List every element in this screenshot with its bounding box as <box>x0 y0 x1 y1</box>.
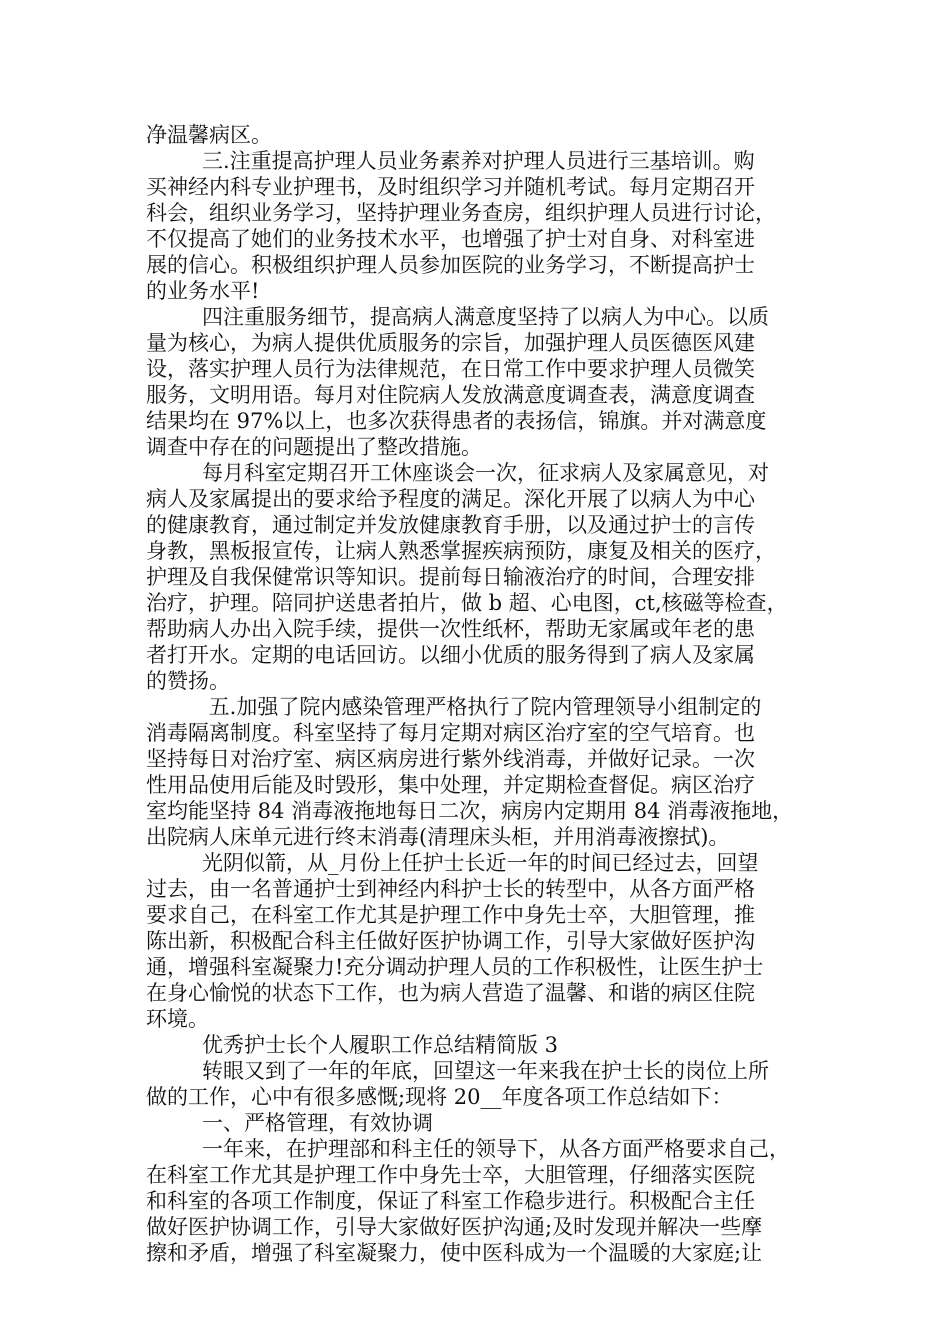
text-line: 三.注重提高护理人员业务素养对护理人员进行三基培训。购 <box>202 149 755 173</box>
text-line: 要求自己，在科室工作尤其是护理工作中身先士卒，大胆管理，推 <box>146 903 755 927</box>
text-line: 室均能坚持 84 消毒液拖地每日二次，病房内定期用 84 消毒液拖地， <box>146 799 794 823</box>
text-line: 科会，组织业务学习，坚持护理业务查房，组织护理人员进行讨论， <box>146 201 776 225</box>
text-line: 在科室工作尤其是护理工作中身先士卒，大胆管理，仔细落实医院 <box>146 1163 755 1187</box>
text-line: 护理及自我保健常识等知识。提前每日输液治疗的时间，合理安排 <box>146 565 755 589</box>
text-line: 调查中存在的问题提出了整改措施。 <box>146 435 482 459</box>
text-line: 优秀护士长个人履职工作总结精简版 3 <box>202 1033 559 1057</box>
text-line: 不仅提高了她们的业务技术水平，也增强了护士对自身、对科室进 <box>146 227 755 251</box>
text-line: 帮助病人办出入院手续，提供一次性纸杯，帮助无家属或年老的患 <box>146 617 755 641</box>
text-line: 结果均在 97%以上，也多次获得患者的表扬信，锦旗。并对满意度 <box>146 409 767 433</box>
text-line: 做好医护协调工作，引导大家做好医护沟通;及时发现并解决一些摩 <box>146 1215 763 1239</box>
text-line: 治疗，护理。陪同护送患者拍片，做 b 超、心电图，ct,核磁等检查， <box>146 591 788 615</box>
text-line: 性用品使用后能及时毁形，集中处理，并定期检查督促。病区治疗 <box>146 773 755 797</box>
text-line: 身教，黑板报宣传，让病人熟悉掌握疾病预防，康复及相关的医疗， <box>146 539 776 563</box>
text-line: 一年来，在护理部和科主任的领导下，从各方面严格要求自己， <box>202 1137 790 1161</box>
text-line: 量为核心，为病人提供优质服务的宗旨，加强护理人员医德医风建 <box>146 331 755 355</box>
text-line: 一、严格管理，有效协调 <box>202 1111 433 1135</box>
text-line: 环境。 <box>146 1007 209 1031</box>
text-line: 过去，由一名普通护士到神经内科护士长的转型中，从各方面严格 <box>146 877 755 901</box>
text-line: 做的工作，心中有很多感慨;现将 20__年度各项工作总结如下： <box>146 1085 733 1109</box>
text-line: 买神经内科专业护理书，及时组织学习并随机考试。每月定期召开 <box>146 175 755 199</box>
text-line: 的业务水平! <box>146 279 260 303</box>
text-line: 者打开水。定期的电话回访。以细小优质的服务得到了病人及家属 <box>146 643 755 667</box>
text-line: 的赞扬。 <box>146 669 230 693</box>
text-line: 的健康教育，通过制定并发放健康教育手册，以及通过护士的言传 <box>146 513 755 537</box>
text-line: 出院病人床单元进行终末消毒(清理床头柜，并用消毒液擦拭)。 <box>146 825 730 849</box>
text-line: 设，落实护理人员行为法律规范，在日常工作中要求护理人员微笑 <box>146 357 755 381</box>
text-line: 每月科室定期召开工休座谈会一次，征求病人及家属意见，对 <box>202 461 769 485</box>
text-line: 四注重服务细节，提高病人满意度坚持了以病人为中心。以质 <box>202 305 769 329</box>
text-line: 光阴似箭，从_月份上任护士长近一年的时间已经过去，回望 <box>202 851 759 875</box>
text-line: 五.加强了院内感染管理严格执行了院内管理领导小组制定的 <box>202 695 762 719</box>
text-line: 坚持每日对治疗室、病区病房进行紫外线消毒，并做好记录。一次 <box>146 747 755 771</box>
document-body <box>146 122 806 1266</box>
text-line: 转眼又到了一年的年底，回望这一年来我在护士长的岗位上所 <box>202 1059 769 1083</box>
text-line: 和科室的各项工作制度，保证了科室工作稳步进行。积极配合主任 <box>146 1189 755 1213</box>
text-line: 陈出新，积极配合科主任做好医护协调工作，引导大家做好医护沟 <box>146 929 755 953</box>
text-line: 展的信心。积极组织护理人员参加医院的业务学习，不断提高护士 <box>146 253 755 277</box>
text-line: 消毒隔离制度。科室坚持了每月定期对病区治疗室的空气培育。也 <box>146 721 755 745</box>
text-line: 服务，文明用语。每月对住院病人发放满意度调查表，满意度调查 <box>146 383 755 407</box>
text-line: 在身心愉悦的状态下工作，也为病人营造了温馨、和谐的病区住院 <box>146 981 755 1005</box>
text-line: 通，增强科室凝聚力!充分调动护理人员的工作积极性，让医生护士 <box>146 955 764 979</box>
text-line: 净温馨病区。 <box>146 123 272 147</box>
text-line: 病人及家属提出的要求给予程度的满足。深化开展了以病人为中心 <box>146 487 755 511</box>
text-line: 擦和矛盾，增强了科室凝聚力，使中医科成为一个温暖的大家庭;让 <box>146 1241 763 1265</box>
